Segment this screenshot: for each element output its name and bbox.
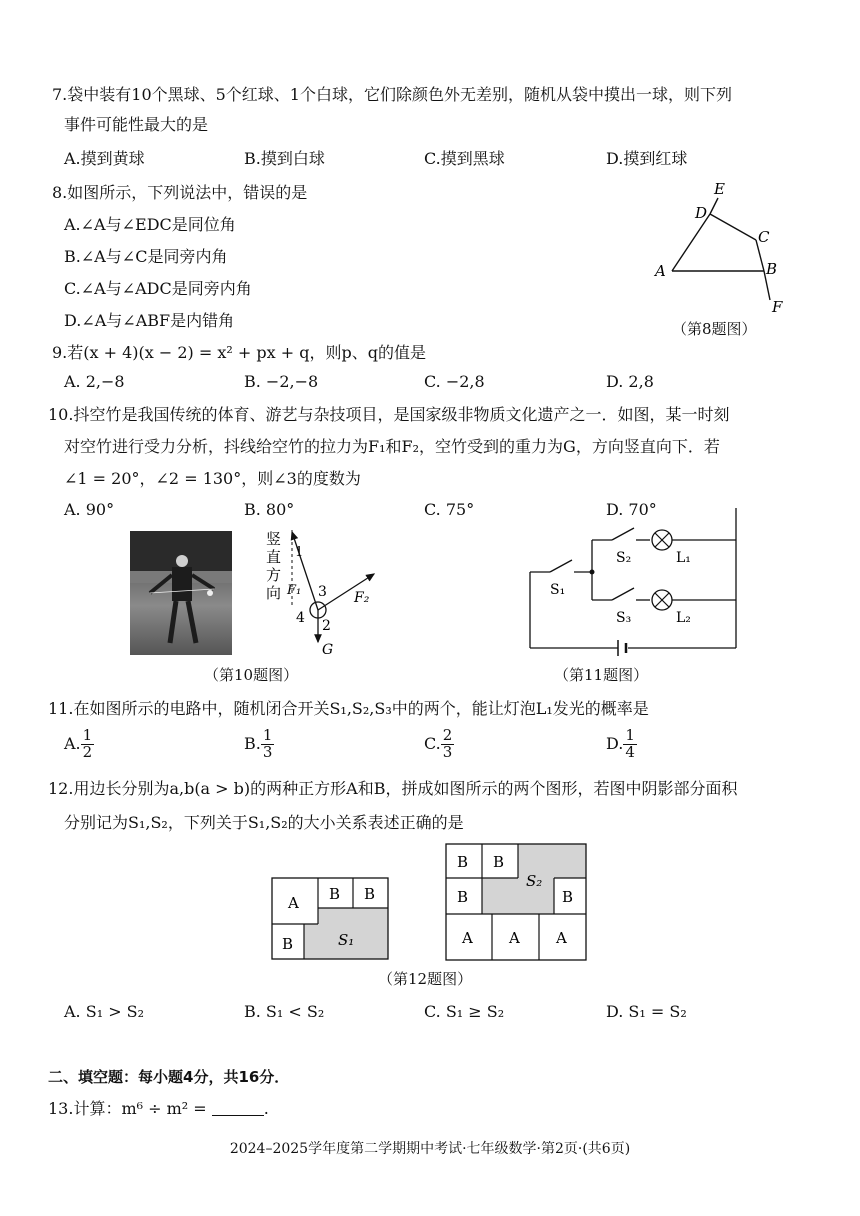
q7-option-b: B.摸到白球 (244, 149, 325, 168)
q8-label-f: F (772, 298, 783, 316)
q8-label-d: D (695, 204, 708, 222)
q7-line1: 7.袋中装有10个黑球、5个红球、1个白球，它们除颜色外无差别，随机从袋中摸出一球，则下列 (52, 85, 732, 104)
q12-fig2-label-b3: B (457, 888, 469, 906)
q11-circuit (520, 500, 750, 656)
q7-option-d: D.摸到红球 (606, 149, 688, 168)
q8-caption: （第8题图） (672, 320, 757, 338)
q12-option-c: C. S₁ ≥ S₂ (424, 1002, 505, 1021)
q9-option-d: D. 2,8 (606, 372, 654, 391)
q10-force-f1: F₁ (287, 583, 302, 598)
q12-line2: 分别记为S₁,S₂，下列关于S₁,S₂的大小关系表述正确的是 (64, 813, 464, 832)
q13-end: . (263, 1099, 269, 1118)
q8-label-c: C (758, 228, 770, 246)
q8-stem: 8.如图所示，下列说法中，错误的是 (52, 183, 308, 202)
kongzhu-photo (130, 531, 232, 655)
q8-label-e: E (714, 180, 725, 198)
q12-fig2-label-b2: B (493, 853, 505, 871)
q7-line2: 事件可能性最大的是 (64, 115, 209, 134)
q13-stem: 13.计算：m⁶ ÷ m² = (48, 1099, 207, 1118)
q12-figure-1 (270, 876, 392, 962)
q10-vertical-char-3: 方 (266, 566, 282, 584)
q12-fig1-label-b3: B (282, 935, 294, 953)
q8-option-d: D.∠A与∠ABF是内错角 (64, 311, 235, 330)
q11-stem: 11.在如图所示的电路中，随机闭合开关S₁,S₂,S₃中的两个，能让灯泡L₁发光的概率是 (48, 699, 649, 718)
q12-caption: （第12题图） (378, 970, 473, 988)
q12-fig2-label-b1: B (457, 853, 469, 871)
q8-option-c: C.∠A与∠ADC是同旁内角 (64, 279, 252, 298)
q11-option-b: B. $\frac{1}{3}$ (244, 726, 273, 761)
q9-option-a: A. 2,−8 (64, 372, 125, 391)
q10-angle-1: 1 (295, 545, 304, 560)
q8-option-b: B.∠A与∠C是同旁内角 (64, 247, 228, 266)
q10-angle-4: 4 (296, 610, 305, 626)
q10-line2: 对空竹进行受力分析，抖线给空竹的拉力为F₁和F₂，空竹受到的重力为G，方向竖直向下．若 (64, 437, 720, 456)
q8-label-a: A (655, 262, 666, 280)
q10-force-diagram (262, 524, 392, 658)
q10-angle-3: 3 (318, 584, 327, 600)
q12-line1: 12.用边长分别为a,b(a > b)的两种正方形A和B，拼成如图所示的两个图形，若图中阴影部分面积 (48, 779, 738, 798)
q8-label-b: B (766, 260, 778, 278)
q12-fig1-label-s1: S₁ (338, 931, 355, 949)
q7-option-a: A.摸到黄球 (64, 149, 145, 168)
q8-figure (640, 176, 790, 318)
q12-fig1-label-b2: B (364, 885, 376, 903)
q12-fig2-label-s2: S₂ (526, 872, 543, 890)
q12-fig2-label-a2: A (509, 929, 520, 947)
q12-fig2-label-b4: B (562, 888, 574, 906)
q10-angle-2: 2 (322, 618, 331, 634)
q11-caption: （第11题图） (554, 666, 649, 684)
q12-fig1-label-b1: B (329, 885, 341, 903)
q12-fig2-label-a3: A (556, 929, 567, 947)
q12-option-a: A. S₁ > S₂ (64, 1002, 145, 1021)
q7-option-c: C.摸到黑球 (424, 149, 505, 168)
q12-fig2-label-a1: A (462, 929, 473, 947)
q10-line1: 10.抖空竹是我国传统的体育、游艺与杂技项目，是国家级非物质文化遗产之一．如图，某一时刻 (48, 405, 730, 424)
q11-option-a: A. $\frac{1}{2}$ (64, 726, 93, 761)
q11-label-l2: L₂ (676, 610, 691, 626)
q13 (48, 1096, 269, 1119)
q12-figure-2 (444, 842, 590, 964)
q10-force-f2: F₂ (354, 590, 370, 606)
q11-label-s2: S₂ (616, 550, 632, 566)
q12-option-d: D. S₁ = S₂ (606, 1002, 687, 1021)
q10-vertical-char-4: 向 (266, 584, 282, 602)
q10-caption: （第10题图） (204, 666, 299, 684)
page-footer: 2024–2025学年度第二学期期中考试·七年级数学·第2页·(共6页) (229, 1141, 631, 1157)
q10-option-c: C. 75° (424, 500, 475, 519)
q11-label-s3: S₃ (616, 610, 632, 626)
q11-option-c: C. $\frac{2}{3}$ (424, 726, 453, 761)
q11-label-s1: S₁ (550, 582, 566, 598)
q10-line3: ∠1 = 20°，∠2 = 130°，则∠3的度数为 (64, 469, 361, 488)
q10-force-g: G (322, 642, 334, 658)
q10-option-a: A. 90° (64, 500, 115, 519)
section-2-title: 二、填空题：每小题4分，共16分． (48, 1068, 290, 1086)
q10-vertical-char-2: 直 (266, 548, 282, 566)
q10-vertical-char-1: 竖 (266, 530, 282, 548)
q13-answer-blank[interactable] (212, 1099, 264, 1116)
q11-label-l1: L₁ (676, 550, 691, 566)
q10-option-d: D. 70° (606, 500, 657, 519)
q9-stem: 9.若(x + 4)(x − 2) = x² + px + q，则p、q的值是 (52, 343, 426, 362)
q11-option-d: D. $\frac{1}{4}$ (606, 726, 635, 761)
q9-option-b: B. −2,−8 (244, 372, 319, 391)
q10-option-b: B. 80° (244, 500, 295, 519)
q9-option-c: C. −2,8 (424, 372, 485, 391)
q8-option-a: A.∠A与∠EDC是同位角 (64, 215, 236, 234)
q12-option-b: B. S₁ < S₂ (244, 1002, 325, 1021)
q12-fig1-label-a: A (288, 894, 299, 912)
